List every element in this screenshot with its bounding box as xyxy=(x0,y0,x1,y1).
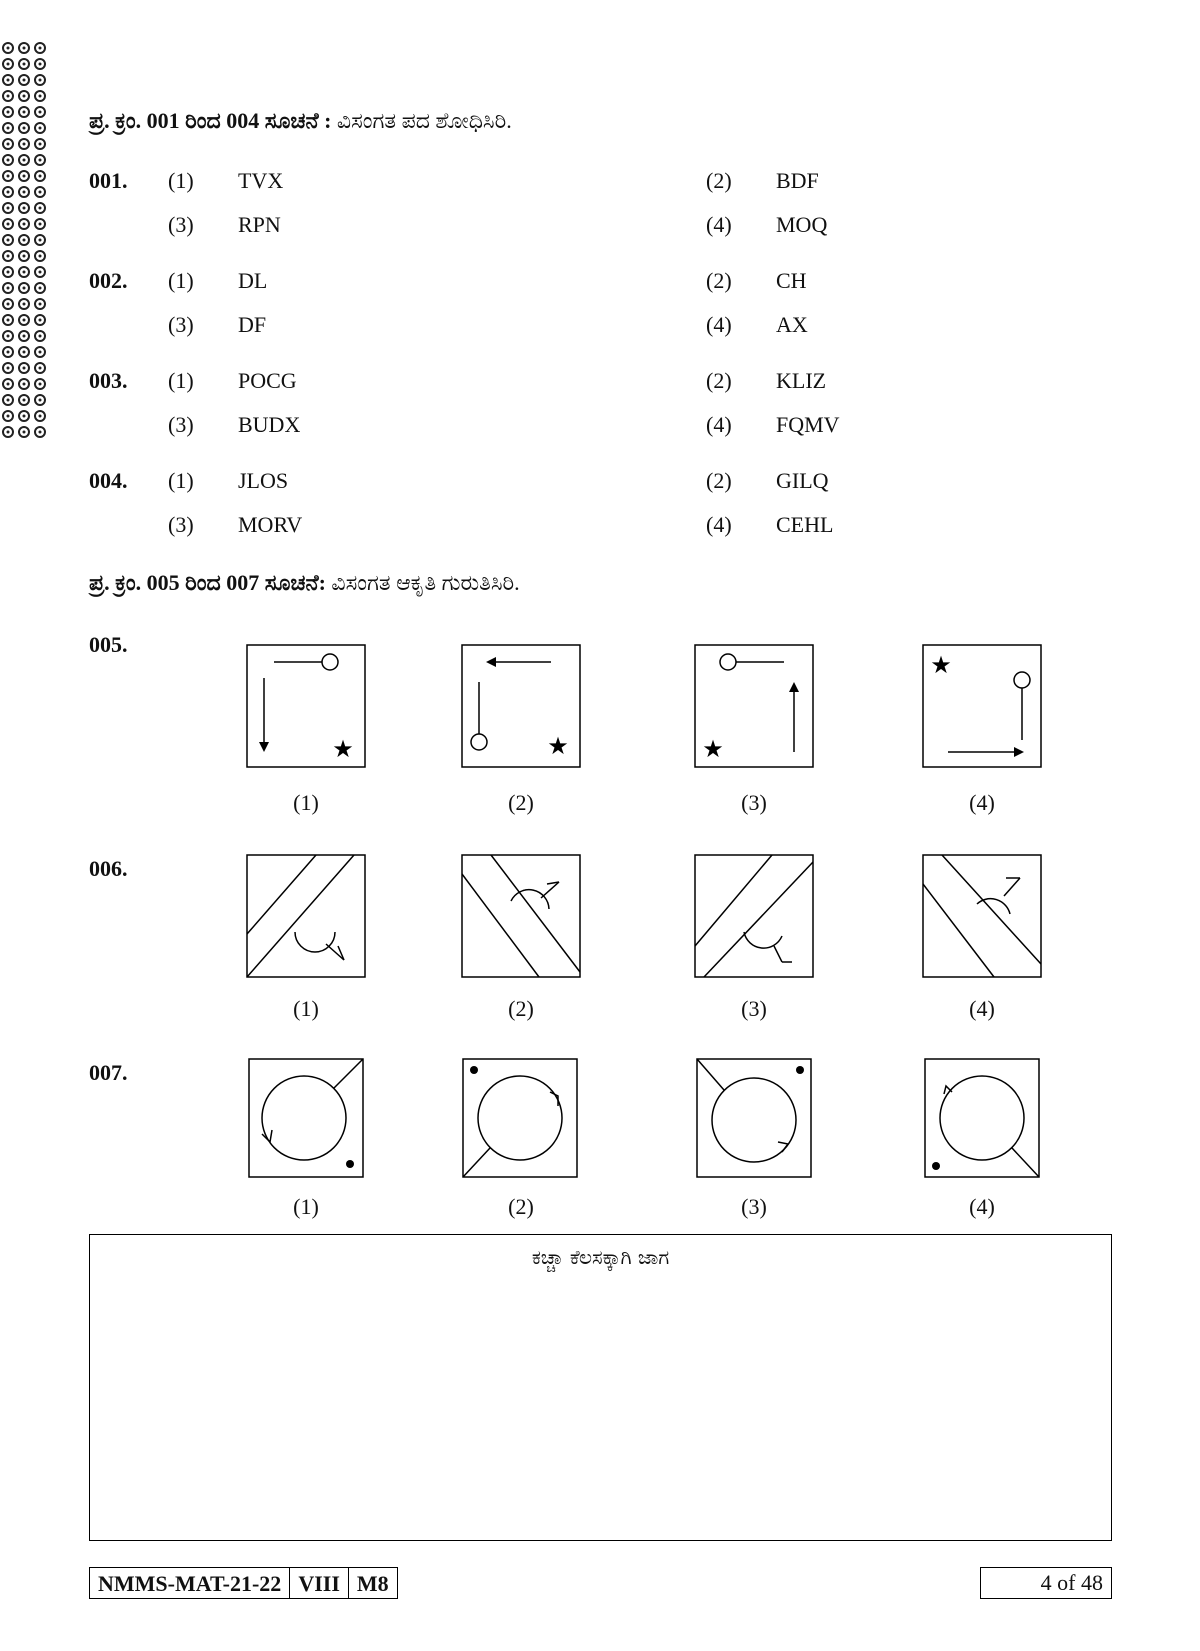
version-code: M8 xyxy=(356,1571,389,1596)
option-number: (2) xyxy=(706,468,732,493)
option xyxy=(706,268,807,294)
figure-005-3 xyxy=(694,644,814,768)
option-number: (3) xyxy=(168,512,194,537)
option-text: POCG xyxy=(238,368,297,393)
option xyxy=(706,168,819,194)
figure-label: (4) xyxy=(969,790,995,815)
option-text: BUDX xyxy=(238,412,301,437)
option-number: (3) xyxy=(168,412,194,437)
option xyxy=(168,412,300,438)
option-text: AX xyxy=(776,312,808,337)
option xyxy=(706,368,826,394)
question-number: 001. xyxy=(89,168,128,193)
option-number: (1) xyxy=(168,268,194,293)
question-number: 005. xyxy=(89,632,128,657)
option xyxy=(168,312,266,338)
figure-006-2 xyxy=(461,854,581,978)
option-number: (1) xyxy=(168,368,194,393)
option-number: (2) xyxy=(706,368,732,393)
option-number: (4) xyxy=(706,512,732,537)
rough-work-area xyxy=(89,1234,1112,1541)
option xyxy=(168,468,288,494)
figure-label: (3) xyxy=(741,1194,767,1219)
figure-label: (1) xyxy=(293,996,319,1021)
figure-007-3 xyxy=(696,1058,812,1178)
heading-bold: ಪ್ರ. ಕ್ರಂ. 001 ರಿಂದ 004 ಸೂಚನೆ : xyxy=(89,108,332,133)
heading-instruction: ವಿಸಂಗತ ಆಕೃತಿ ಗುರುತಿಸಿರಿ. xyxy=(325,570,520,595)
option xyxy=(168,212,281,238)
figure-006-3 xyxy=(694,854,814,978)
option-number: (1) xyxy=(168,168,194,193)
option xyxy=(706,468,829,494)
figure-006-1 xyxy=(246,854,366,978)
option-text: CH xyxy=(776,268,807,293)
option-number: (4) xyxy=(706,412,732,437)
question-number: 002. xyxy=(89,268,128,293)
figure-label: (1) xyxy=(293,1194,319,1219)
figure-007-2 xyxy=(462,1058,578,1178)
option-text: FQMV xyxy=(776,412,840,437)
class-code: VIII xyxy=(290,1568,349,1598)
figure-007-1 xyxy=(248,1058,364,1178)
option-number: (2) xyxy=(706,168,732,193)
exam-code: NMMS-MAT-21-22 xyxy=(90,1568,290,1598)
option-text: GILQ xyxy=(776,468,829,493)
option-text: MOQ xyxy=(776,212,828,237)
page-number: 4 of 48 xyxy=(980,1567,1112,1599)
option-text: RPN xyxy=(238,212,281,237)
option xyxy=(168,168,283,194)
option-text: BDF xyxy=(776,168,819,193)
svg-text:★: ★ xyxy=(332,735,354,763)
section-heading-figures xyxy=(89,570,520,596)
option xyxy=(706,412,840,438)
exam-code-box xyxy=(89,1567,398,1599)
option-number: (4) xyxy=(706,212,732,237)
option xyxy=(168,268,267,294)
option xyxy=(168,512,302,538)
option-number: (3) xyxy=(168,312,194,337)
svg-text:★: ★ xyxy=(930,651,952,679)
question-number: 007. xyxy=(89,1060,128,1085)
option-number: (2) xyxy=(706,268,732,293)
figure-label: (3) xyxy=(741,790,767,815)
figure-005-4 xyxy=(922,644,1042,768)
figure-006-4 xyxy=(922,854,1042,978)
option-text: JLOS xyxy=(238,468,289,493)
figure-label: (4) xyxy=(969,996,995,1021)
svg-text:★: ★ xyxy=(547,732,569,760)
option-text: MORV xyxy=(238,512,303,537)
option-text: TVX xyxy=(238,168,284,193)
option xyxy=(706,212,827,238)
option-text: DL xyxy=(238,268,268,293)
option-number: (4) xyxy=(706,312,732,337)
heading-instruction: ವಿಸಂಗತ ಪದ ಶೋಧಿಸಿರಿ. xyxy=(331,108,512,133)
option xyxy=(706,512,833,538)
figure-label: (2) xyxy=(508,1194,534,1219)
option xyxy=(706,312,808,338)
option-text: KLIZ xyxy=(776,368,827,393)
decorative-border-pattern xyxy=(0,40,50,440)
rough-work-title: ಕಚ್ಚಾ ಕೆಲಸಕ್ಕಾಗಿ ಜಾಗ xyxy=(531,1245,670,1269)
svg-text:★: ★ xyxy=(702,735,724,763)
heading-bold: ಪ್ರ. ಕ್ರಂ. 005 ರಿಂದ 007 ಸೂಚನೆ: xyxy=(89,570,326,595)
figure-label: (4) xyxy=(969,1194,995,1219)
question-number: 004. xyxy=(89,468,128,493)
figure-label: (1) xyxy=(293,790,319,815)
option-number: (1) xyxy=(168,468,194,493)
question-number: 006. xyxy=(89,856,128,881)
figure-005-2 xyxy=(461,644,581,768)
question-number: 003. xyxy=(89,368,128,393)
option-text: CEHL xyxy=(776,512,834,537)
option xyxy=(168,368,297,394)
option-text: DF xyxy=(238,312,267,337)
section-heading-words xyxy=(89,108,512,134)
figure-007-4 xyxy=(924,1058,1040,1178)
option-number: (3) xyxy=(168,212,194,237)
figure-label: (2) xyxy=(508,790,534,815)
figure-label: (3) xyxy=(741,996,767,1021)
figure-label: (2) xyxy=(508,996,534,1021)
figure-005-1 xyxy=(246,644,366,768)
